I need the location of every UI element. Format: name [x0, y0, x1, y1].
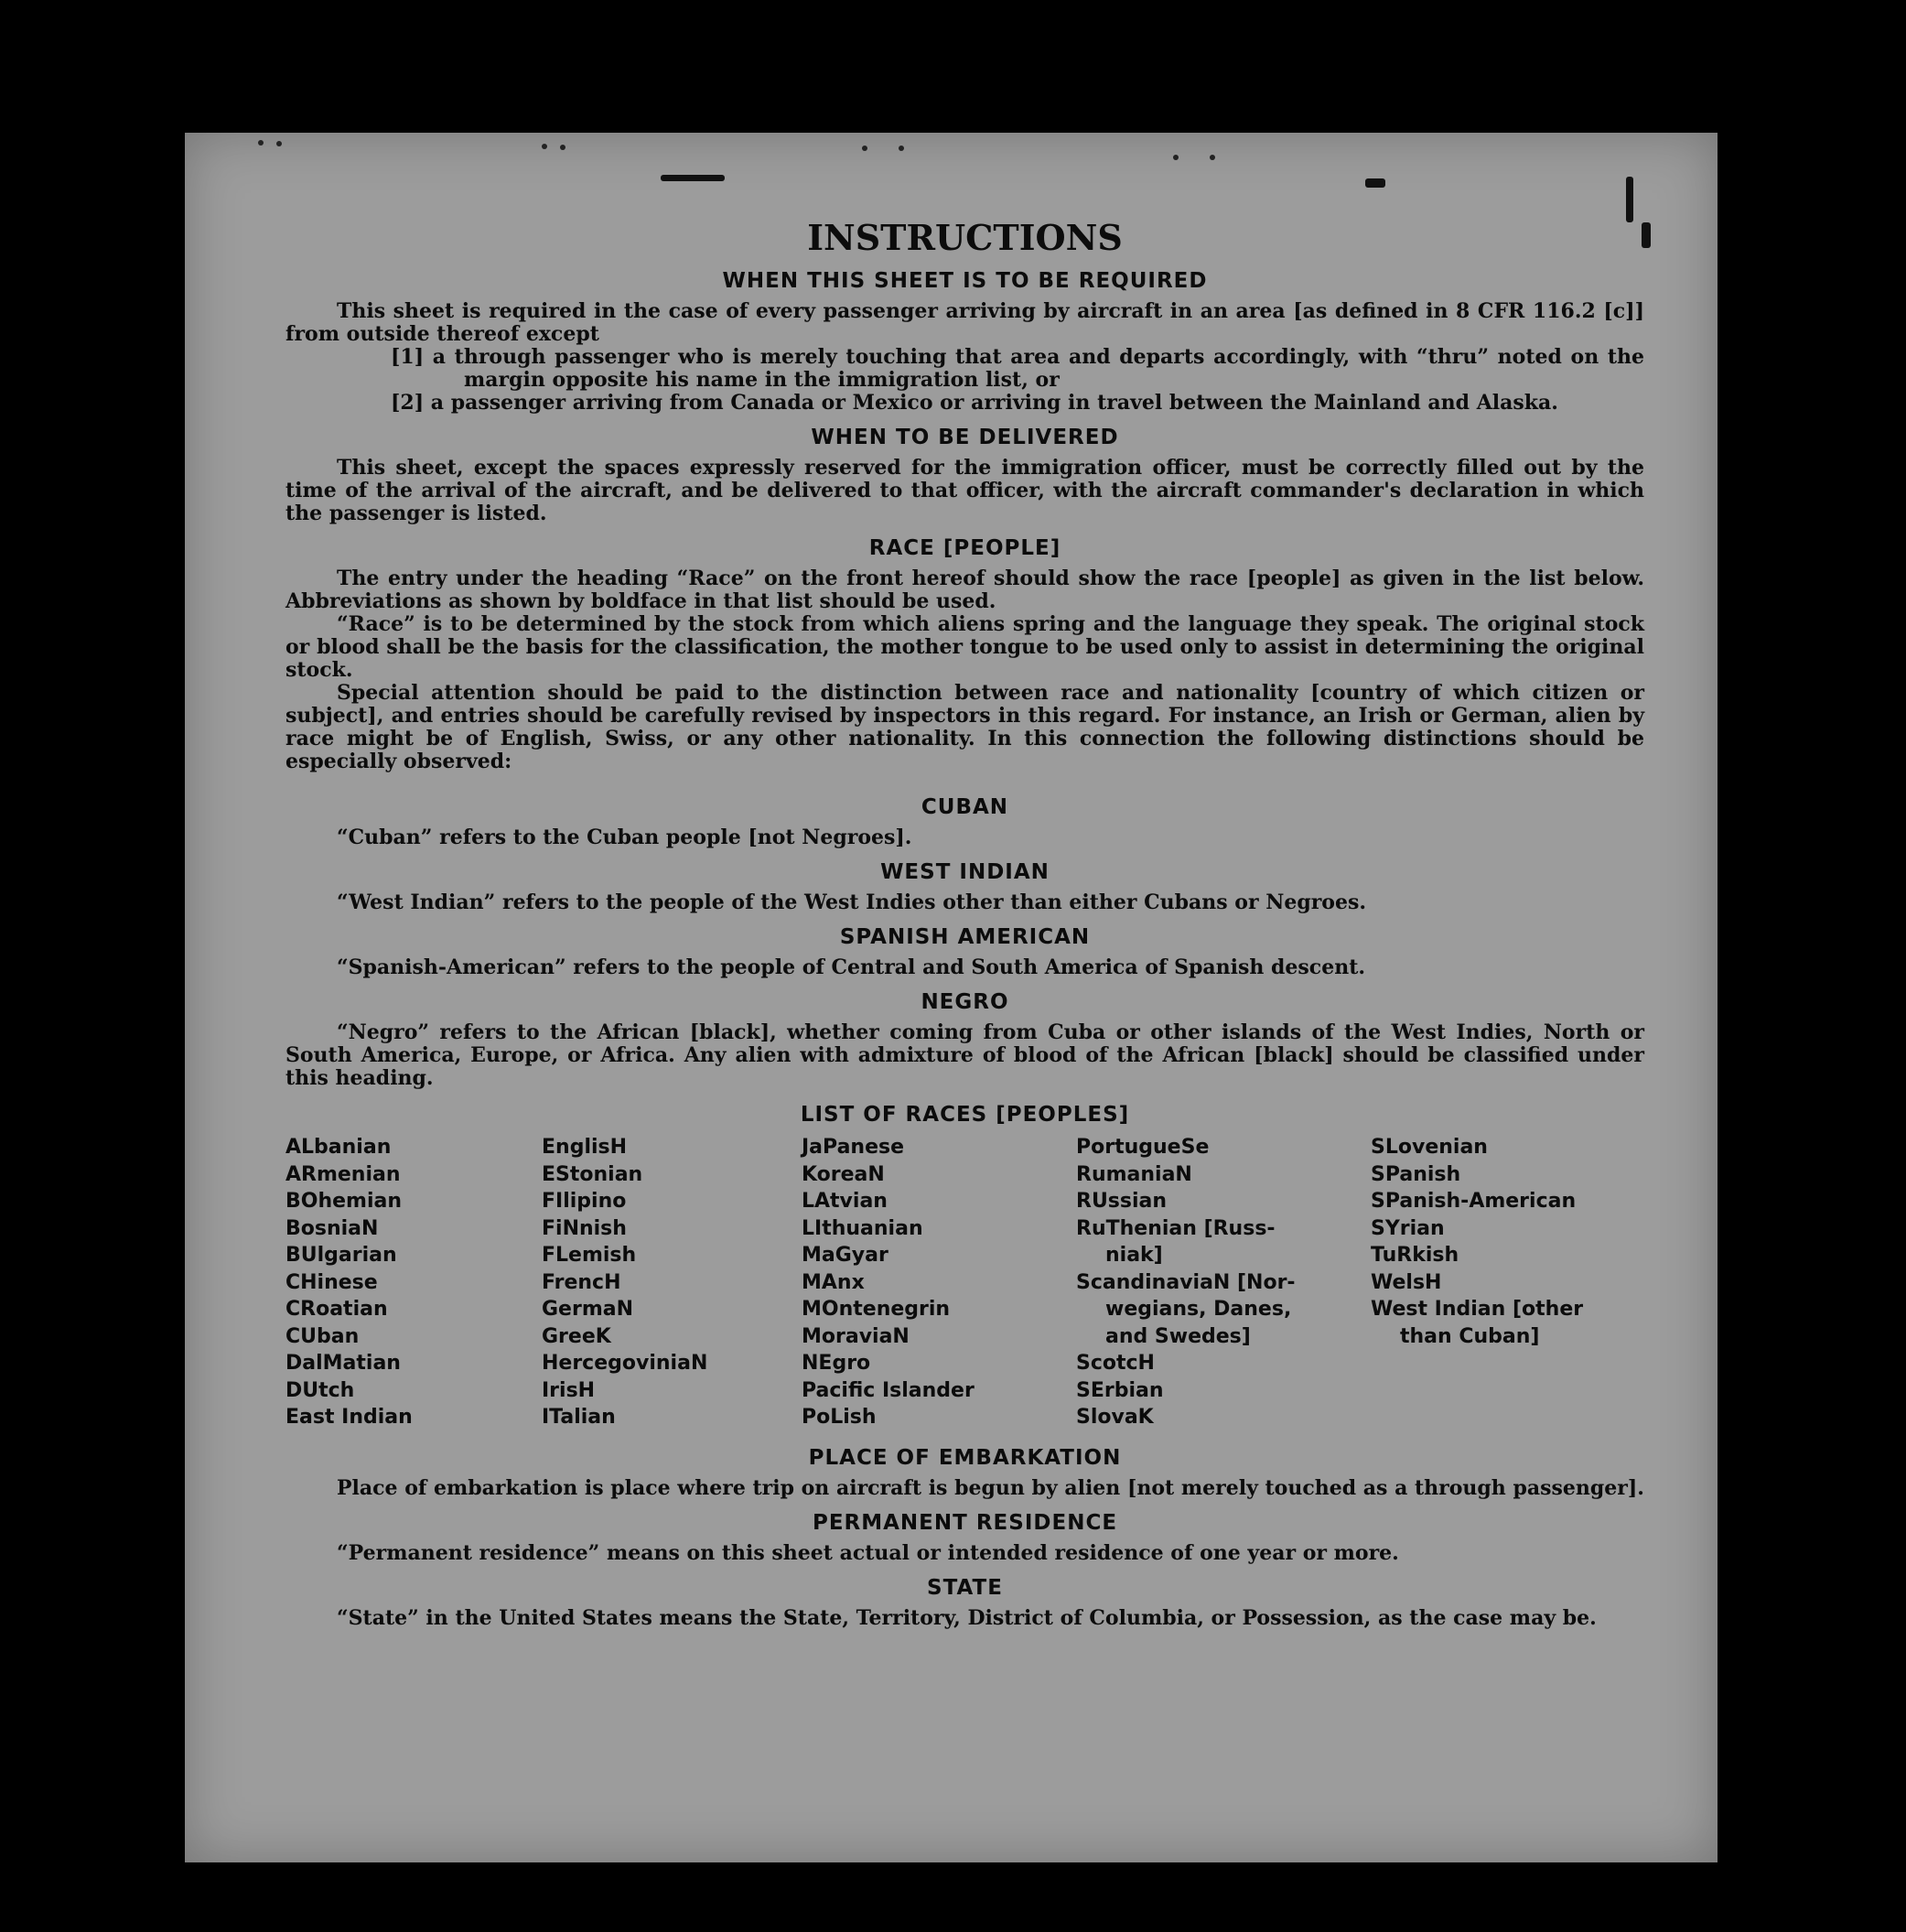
section-heading-state: STATE [927, 1575, 1003, 1600]
section-heading-residence: PERMANENT RESIDENCE [812, 1510, 1118, 1535]
race-paragraph-3: Special attention should be paid to the distinction between race and nationality [country of which citizen or subject], and entries should be carefully revised by inspectors in this regard. For instance, an Irish or German, alien by race might be of English, Swiss, or any other nationality. In this connection the following distinctions should be especially observed: [285, 681, 1644, 773]
section-heading-spanish-american: SPANISH AMERICAN [839, 925, 1091, 949]
race-list-item: RuThenian [Russ- [1076, 1216, 1276, 1240]
race-list-item: ScandinaviaN [Nor- [1076, 1270, 1296, 1294]
section-heading-list: LIST OF RACES [PEOPLES] [800, 1103, 1130, 1127]
race-list-item: EStonian [542, 1162, 643, 1186]
race-list-item: PoLish [802, 1406, 877, 1429]
scan-artifact-speck [542, 144, 547, 149]
section-heading-west-indian: WEST INDIAN [880, 860, 1050, 884]
scan-artifact-speck [1210, 155, 1215, 160]
race-list-item: FrencH [542, 1270, 621, 1294]
section-heading-negro: NEGRO [921, 990, 1009, 1014]
race-list-item: SPanish-American [1371, 1190, 1577, 1213]
race-list-item: SPanish [1371, 1162, 1461, 1186]
race-list-item: ITalian [542, 1406, 616, 1429]
race-list-item: ALbanian [285, 1136, 392, 1159]
document-title: INSTRUCTIONS [807, 217, 1123, 258]
section-heading-cuban: CUBAN [921, 795, 1009, 819]
race-list-item: TuRkish [1371, 1244, 1459, 1267]
race-list-item: and Swedes] [1105, 1324, 1251, 1348]
section-heading-embarkation: PLACE OF EMBARKATION [808, 1445, 1122, 1470]
race-list-item: HercegoviniaN [542, 1352, 708, 1375]
race-list-item: IrisH [542, 1378, 596, 1402]
required-item-1: [1] a through passenger who is merely touching that area and departs accordingly, with “thru” noted on the margin opposite his name in the immigration list, or [391, 345, 1644, 392]
race-paragraph-2: “Race” is to be determined by the stock from which aliens spring and the language they speak. The original stock or blood shall be the basis for the classification, the mother tongue to be used only to assist in determining the original stock. [285, 612, 1644, 682]
race-list-item: FIlipino [542, 1190, 627, 1213]
race-list [285, 1134, 1644, 1431]
scan-artifact-speck [258, 140, 264, 146]
race-list-item: WelsH [1371, 1270, 1442, 1294]
race-list-item: niak] [1105, 1244, 1163, 1267]
scan-artifact-mark [661, 175, 725, 181]
race-list-item: GermaN [542, 1298, 634, 1321]
cuban-text: “Cuban” refers to the Cuban people [not Negroes]. [337, 826, 912, 849]
race-list-item: BUlgarian [285, 1244, 397, 1267]
race-list-item: MoraviaN [802, 1324, 910, 1348]
race-list-item: LIthuanian [802, 1216, 923, 1240]
race-list-item: LAtvian [802, 1190, 888, 1213]
race-list-item: FiNnish [542, 1216, 627, 1240]
race-list-item: ScotcH [1076, 1352, 1155, 1375]
race-list-item: wegians, Danes, [1105, 1298, 1292, 1321]
race-list-item: Pacific Islander [802, 1378, 975, 1402]
race-list-item: EnglisH [542, 1136, 628, 1159]
embarkation-text: Place of embarkation is place where trip on aircraft is begun by alien [not merely touched as a through passenger]. [337, 1475, 1644, 1500]
race-list-item: than Cuban] [1400, 1324, 1540, 1348]
race-list-item: SLovenian [1371, 1136, 1488, 1159]
negro-text: “Negro” refers to the African [black], whether coming from Cuba or other islands of the West Indies, North or South America, Europe, or Africa. Any alien with admixture of blood of the African [black] should be classified under this heading. [285, 1020, 1644, 1090]
race-list-column-1 [285, 1134, 542, 1431]
race-list-item: JaPanese [802, 1136, 905, 1159]
race-list-column-5 [1371, 1134, 1627, 1431]
scan-artifact-speck [560, 145, 565, 150]
scan-artifact-speck [276, 141, 282, 146]
scan-artifact-speck [899, 146, 904, 151]
race-list-item: FLemish [542, 1244, 637, 1267]
race-list-item: RumaniaN [1076, 1162, 1192, 1186]
race-list-item: MOntenegrin [802, 1298, 951, 1321]
delivered-text: This sheet, except the spaces expressly reserved for the immigration officer, must be correctly filled out by the time of the arrival of the aircraft, and be delivered to that officer, with the aircraft commander's declaration in which the passenger is listed. [285, 456, 1644, 525]
race-list-item: PortugueSe [1076, 1136, 1210, 1159]
section-heading-required: WHEN THIS SHEET IS TO BE REQUIRED [722, 269, 1208, 293]
race-list-item: ARmenian [285, 1162, 401, 1186]
section-heading-race: RACE [PEOPLE] [868, 536, 1061, 560]
scan-artifact-speck [862, 146, 867, 151]
scan-artifact-mark [1626, 177, 1633, 222]
race-list-item: DUtch [285, 1378, 355, 1402]
race-list-item: MaGyar [802, 1244, 888, 1267]
paper-sheet [185, 133, 1718, 1862]
race-list-item: SErbian [1076, 1378, 1164, 1402]
section-heading-delivered: WHEN TO BE DELIVERED [811, 426, 1119, 449]
race-list-item: East Indian [285, 1406, 413, 1429]
race-list-item: SlovaK [1076, 1406, 1154, 1429]
race-list-item: BosniaN [285, 1216, 379, 1240]
race-list-column-3 [802, 1134, 1076, 1431]
required-intro: This sheet is required in the case of every passenger arriving by aircraft in an area [as defined in 8 CFR 116.2 [c]] from outside thereof except [285, 299, 1644, 346]
race-list-item: CRoatian [285, 1298, 388, 1321]
west-indian-text: “West Indian” refers to the people of the West Indies other than either Cubans or Negroes. [337, 890, 1367, 914]
race-list-item: KoreaN [802, 1162, 885, 1186]
race-list-item: SYrian [1371, 1216, 1445, 1240]
scan-artifact-mark [1365, 178, 1385, 188]
race-list-item: RUssian [1076, 1190, 1168, 1213]
document-content [285, 217, 1644, 1630]
residence-text: “Permanent residence” means on this sheet actual or intended residence of one year or more. [337, 1540, 1399, 1565]
race-list-item: MAnx [802, 1270, 865, 1294]
race-list-item: NEgro [802, 1352, 871, 1375]
scan-artifact-speck [1173, 155, 1179, 160]
race-list-item: GreeK [542, 1324, 611, 1348]
race-list-column-4 [1076, 1134, 1371, 1431]
race-list-item: DalMatian [285, 1352, 401, 1375]
race-list-item: CHinese [285, 1270, 378, 1294]
required-item-2: [2] a passenger arriving from Canada or Mexico or arriving in travel between the Mainland and Alaska. [391, 391, 1558, 415]
race-list-item: West Indian [other [1371, 1298, 1584, 1321]
race-list-item: BOhemian [285, 1190, 403, 1213]
state-text: “State” in the United States means the State, Territory, District of Columbia, or Possession, as the case may be. [337, 1605, 1597, 1630]
race-list-column-2 [542, 1134, 802, 1431]
race-list-item: CUban [285, 1324, 360, 1348]
race-paragraph-1: The entry under the heading “Race” on the front hereof should show the race [people] as given in the list below. Abbreviations as shown by boldface in that list should be used. [285, 567, 1644, 613]
spanish-american-text: “Spanish-American” refers to the people of Central and South America of Spanish descent. [337, 955, 1366, 979]
